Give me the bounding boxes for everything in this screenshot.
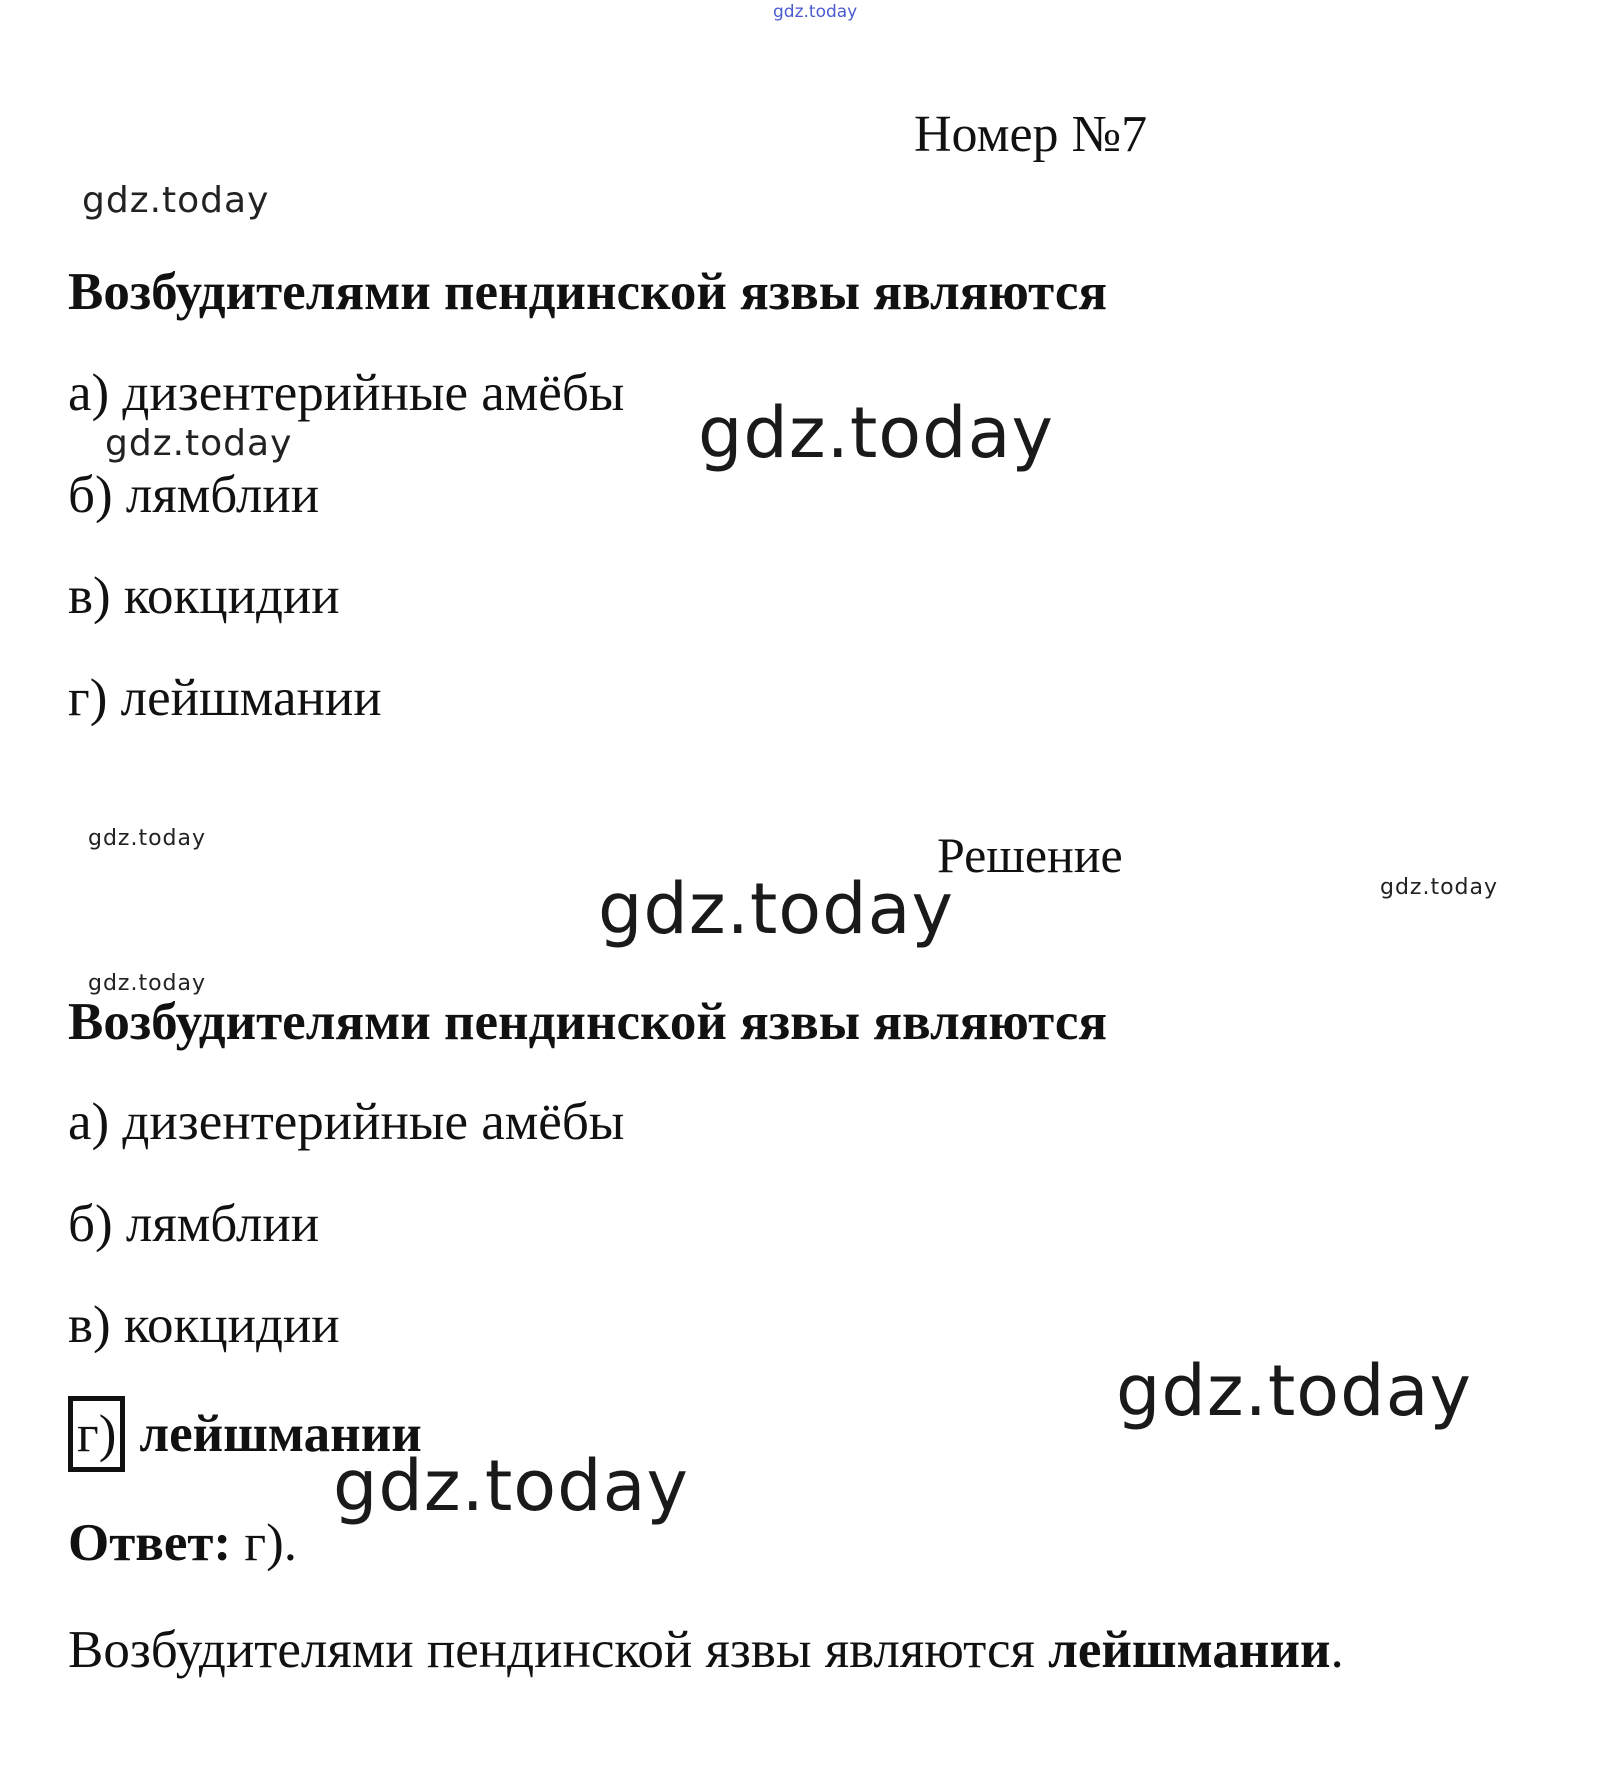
answer-line — [68, 1513, 297, 1573]
correct-option — [68, 1396, 422, 1472]
question-text: Возбудителями пендинской язвы являются — [68, 263, 1108, 321]
correct-letter-box: г) — [68, 1396, 125, 1472]
final-sentence-suffix: . — [1330, 1621, 1344, 1679]
watermark: gdz.today — [1380, 875, 1499, 900]
task-title: Номер №7 — [914, 106, 1148, 163]
option-a: а) дизентерийные амёбы — [68, 364, 625, 422]
answer-label: Ответ: — [68, 1514, 232, 1572]
watermark: gdz.today — [1116, 1350, 1472, 1432]
option-b: б) лямблии — [68, 466, 320, 524]
watermark: gdz.today — [88, 971, 207, 996]
answer-value: г). — [231, 1514, 297, 1572]
solution-question-text: Возбудителями пендинской язвы являются — [68, 993, 1108, 1051]
option-d: г) лейшмании — [68, 669, 382, 727]
watermark: gdz.today — [773, 2, 858, 22]
solution-title: Решение — [937, 827, 1123, 883]
solution-option-c: в) кокцидии — [68, 1296, 340, 1354]
watermark: gdz.today — [82, 180, 270, 221]
final-sentence-bold: лейшмании — [1048, 1621, 1331, 1679]
solution-option-b: б) лямблии — [68, 1195, 320, 1253]
watermark: gdz.today — [333, 1445, 689, 1527]
watermark: gdz.today — [698, 392, 1054, 474]
correct-option-text: лейшмании — [139, 1405, 422, 1463]
solution-option-a: а) дизентерийные амёбы — [68, 1093, 625, 1151]
watermark: gdz.today — [105, 423, 293, 464]
final-sentence — [68, 1620, 1344, 1680]
option-c: в) кокцидии — [68, 567, 340, 625]
watermark: gdz.today — [598, 868, 954, 950]
watermark: gdz.today — [88, 826, 207, 851]
final-sentence-prefix: Возбудителями пендинской язвы являются — [68, 1621, 1049, 1679]
